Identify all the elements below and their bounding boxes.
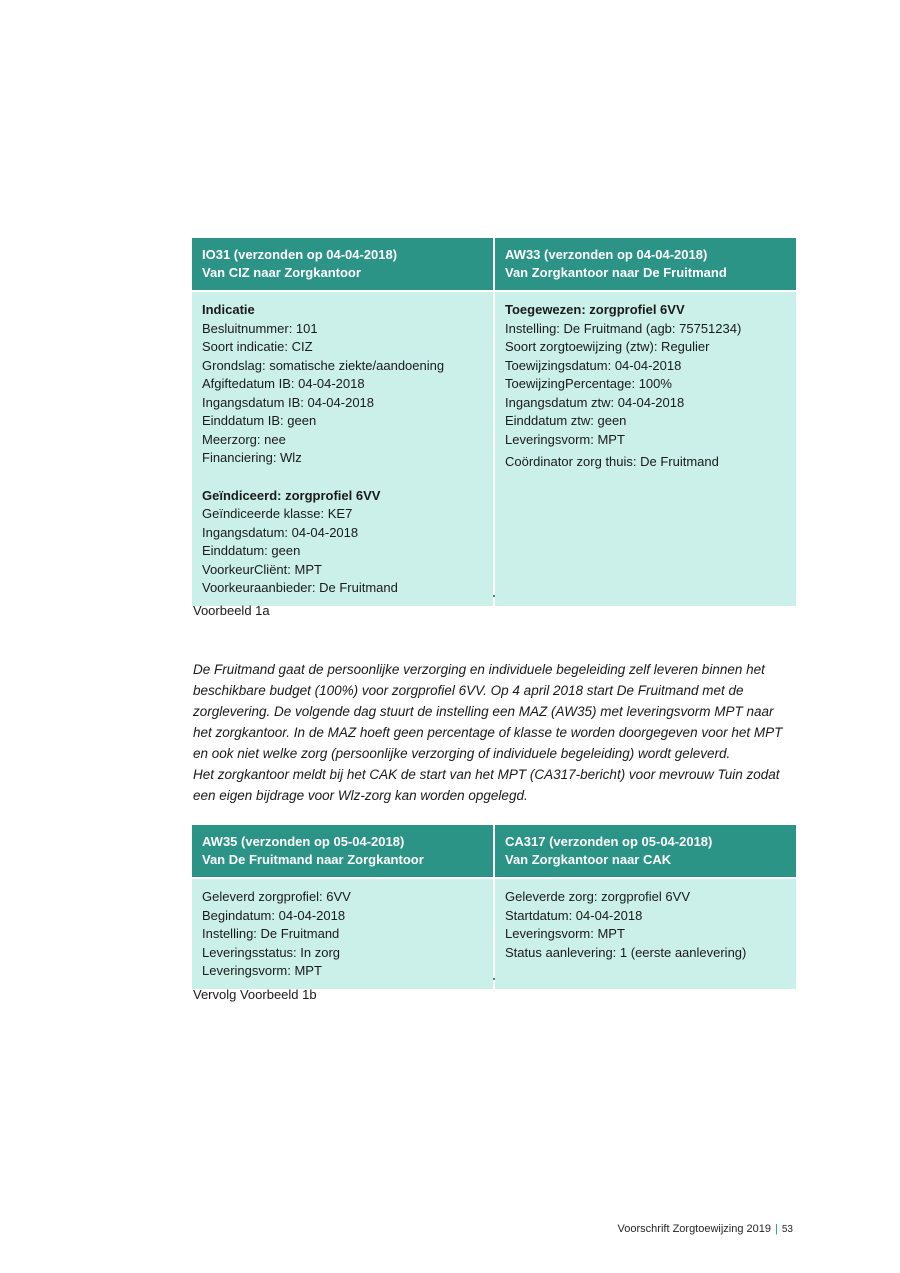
field-line: Instelling: De Fruitmand [202, 926, 340, 941]
example-narrative-paragraph [193, 659, 808, 806]
table1-body-right [495, 292, 796, 606]
field-line: Begindatum: 04-04-2018 [202, 907, 346, 923]
field-line: Einddatum: geen [202, 543, 301, 558]
field-line: Indicatie [202, 302, 255, 317]
field-line: Status aanlevering: 1 (eerste aanlevering) [505, 944, 747, 960]
field-line: Leveringsvorm: MPT [505, 431, 625, 447]
footer-separator: | [775, 1223, 778, 1235]
field-line: ToewijzingPercentage: 100% [505, 376, 672, 391]
field-line: Leveringsvorm: MPT [202, 963, 322, 978]
field-line: Financiering: Wlz [202, 450, 302, 465]
table2-body-left [192, 879, 493, 989]
narrative-line: beschikbare budget (100%) voor zorgprofiel 6VV. Op 4 april 2018 start De Fruitmand met de [193, 683, 744, 698]
field-line: Geïndiceerde klasse: KE7 [202, 506, 353, 521]
header-line: Van De Fruitmand naar Zorgkantoor [202, 852, 424, 867]
narrative-line: het zorgkantoor. In de MAZ hoeft geen percentage of klasse te worden doorgegeven voor het MPT [193, 725, 783, 740]
page-footer [618, 1222, 793, 1237]
message-table-io31-aw33 [192, 238, 796, 597]
table2-header-left [192, 825, 493, 877]
field-line: Leveringsstatus: In zorg [202, 944, 341, 960]
narrative-line: zorglevering. De volgende dag stuurt de instelling een MAZ (AW35) met leveringsvorm MPT naar [193, 704, 774, 719]
table2-header-right [495, 825, 796, 877]
field-line: VoorkeurCliënt: MPT [202, 561, 322, 577]
header-line: AW33 (verzonden op 04-04-2018) [505, 247, 708, 262]
field-line: Ingangsdatum: 04-04-2018 [202, 524, 359, 540]
field-line: Meerzorg: nee [202, 431, 286, 447]
table1-body-left [192, 292, 493, 606]
header-line: Van Zorgkantoor naar De Fruitmand [505, 265, 727, 280]
field-line: Geïndiceerd: zorgprofiel 6VV [202, 487, 381, 503]
table1-header-left [192, 238, 493, 290]
field-line: Grondslag: somatische ziekte/aandoening [202, 357, 445, 373]
field-line: Toewijzingsdatum: 04-04-2018 [505, 357, 682, 373]
field-line: Instelling: De Fruitmand (agb: 75751234) [505, 320, 742, 336]
field-line: Coördinator zorg thuis: De Fruitmand [505, 454, 719, 469]
field-line: Leveringsvorm: MPT [505, 926, 625, 941]
field-line: Toegewezen: zorgprofiel 6VV [505, 302, 685, 317]
field-line: Soort zorgtoewijzing (ztw): Regulier [505, 339, 710, 354]
footer-title: Voorschrift Zorgtoewijzing 2019 [617, 1223, 772, 1235]
narrative-line: De Fruitmand gaat de persoonlijke verzorging en individuele begeleiding zelf leveren binnen het [193, 662, 765, 677]
table2-body-right [495, 879, 796, 989]
field-line: Voorkeuraanbieder: De Fruitmand [202, 580, 398, 595]
header-line: CA317 (verzonden op 05-04-2018) [505, 834, 713, 849]
page-number: 53 [781, 1224, 793, 1235]
header-line: Van CIZ naar Zorgkantoor [202, 265, 361, 280]
header-line: AW35 (verzonden op 05-04-2018) [202, 834, 405, 849]
table1-header-right [495, 238, 796, 290]
field-line: Geleverde zorg: zorgprofiel 6VV [505, 889, 690, 904]
field-line: Startdatum: 04-04-2018 [505, 907, 643, 923]
field-line: Einddatum ztw: geen [505, 413, 627, 428]
header-line: IO31 (verzonden op 04-04-2018) [202, 247, 398, 262]
field-line: Einddatum IB: geen [202, 413, 317, 428]
message-table-aw35-ca317 [192, 825, 796, 980]
narrative-line: Het zorgkantoor meldt bij het CAK de start van het MPT (CA317-bericht) voor mevrouw Tuin zodat [193, 767, 780, 782]
field-line: Geleverd zorgprofiel: 6VV [202, 889, 351, 904]
field-line: Ingangsdatum ztw: 04-04-2018 [505, 394, 685, 410]
table2-caption: Vervolg Voorbeeld 1b [193, 987, 317, 1002]
table1-caption: Voorbeeld 1a [193, 603, 270, 618]
field-line: Besluitnummer: 101 [202, 320, 318, 336]
field-line: Soort indicatie: CIZ [202, 339, 313, 354]
field-line: Ingangsdatum IB: 04-04-2018 [202, 394, 375, 410]
narrative-line: en ook niet welke zorg (persoonlijke verzorging of individuele begeleiding) wordt geleverd. [193, 746, 731, 761]
header-line: Van Zorgkantoor naar CAK [505, 852, 672, 867]
field-line: Afgiftedatum IB: 04-04-2018 [202, 376, 365, 391]
narrative-line: een eigen bijdrage voor Wlz-zorg kan worden opgelegd. [193, 788, 528, 803]
